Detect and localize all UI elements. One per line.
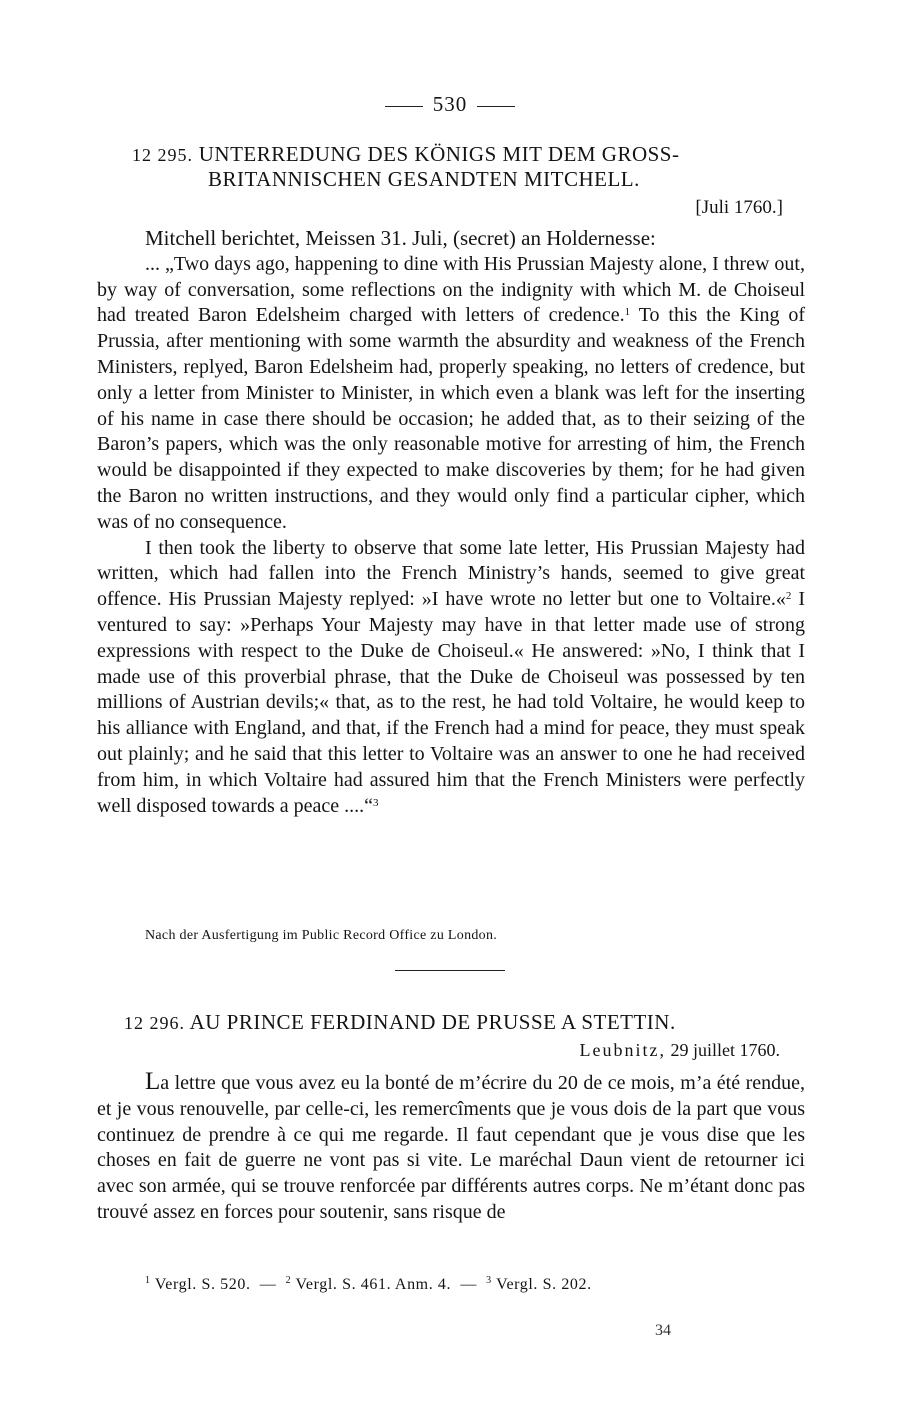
section2-body [97, 1069, 805, 1226]
footnote-ref-3: 3 [373, 796, 379, 809]
footnote-3-text: Vergl. S. 202. [496, 1276, 592, 1293]
section1-number: 12 295. [132, 145, 193, 165]
footnote-1-text: Vergl. S. 520. [154, 1276, 251, 1293]
footnote-2-text: Vergl. S. 461. Anm. 4. [295, 1276, 452, 1293]
section2-paragraph-1: La lettre que vous avez eu la bonté de m’écrire du 20 de ce mois, m’a été rendue, et je vous renouvelle, par celle-ci, les remercîments que je vous dois de la part que vous continuez de prendre à ce qui me regarde. Il faut cependant que je vous dise que les choses en fait de guerre ne vont pas si vite. Le maréchal Daun vient de retourner ici avec son armée, qui se trouve renforcée par différents autres corps. Ne m’étant donc pas trouvé assez en forces pour soutenir, sans risque de [97, 1068, 805, 1223]
section2-title: AU PRINCE FERDINAND DE PRUSSE A STETTIN. [189, 1010, 676, 1034]
printer-signature-mark: 34 [655, 1322, 671, 1339]
section2-date: 29 juillet 1760. [670, 1040, 780, 1060]
page-number-rule-left [385, 106, 423, 107]
section2-initial: L [145, 1068, 161, 1095]
section1-body [97, 226, 805, 819]
section1-paragraph-1: ... „Two days ago, happening to dine with His Prussian Majesty alone, I threw out, by way of conversation, some reflections on the indignity with which M. de Choiseul had treated Baron Edelsheim charged with letters of credence.$^1$ To this the King of Prussia, after mentioning with some warmth the absurdity and weakness of the French Ministers, replyed, Baron Edelsheim had, properly speaking, no letters of credence, but only a letter from Minister to Minister, in which even a blank was left for the inserting of his name in case there should be occasion; he added that, as to their seizing of the Baron’s papers, which was the only reasonable motive for arresting of him, the French would be disappointed if they expected to make discoveries by them; for he had given the Baron no written instructions, and they would only find a particular cipher, which was of no consequence. [97, 252, 806, 533]
footnote-separator: — [259, 1276, 277, 1293]
footnote-3-number: 3 [486, 1275, 492, 1286]
page-number-text: 530 [432, 92, 468, 116]
source-note: Nach der Ausfertigung im Public Record Office zu London. [145, 928, 498, 943]
footnote-ref-1: 1 [624, 306, 631, 319]
section2-number: 12 296. [124, 1013, 185, 1033]
section-divider [395, 970, 505, 971]
section2-heading [124, 1009, 676, 1036]
section1-paragraph-2: I then took the liberty to observe that some late letter, His Prussian Majesty had written, which had fallen into the French Ministry’s hands, seemed to give great offence. His Prussian Majesty replyed: »I have wrote no letter but one to Voltaire.«$^2$ I ventured to say: »Perhaps Your Majesty may have in that letter made use of strong expressions with respect to the Duke de Choiseul.« He answered: »No, I think that I made use of this proverbial phrase, that the Duke de Choiseul was possessed by ten millions of Austrian devils;« that, as to the rest, he had told Voltaire, he would keep to his alliance with England, and that, if the French had a mind for peace, they must speak out plainly; and he said that this letter to Voltaire was an answer to one he had received from him, in which Voltaire had assured him that the French Ministers were perfectly well disposed towards a peace ....“$^3$ [97, 536, 805, 817]
section1-title-line1: UNTERREDUNG DES KÖNIGS MIT DEM GROSS- [198, 142, 680, 166]
section2-place: Leubnitz, [579, 1040, 666, 1060]
section1-heading-line2 [208, 166, 640, 192]
section1-title-line2: BRITANNISCHEN GESANDTEN MITCHELL. [208, 167, 640, 191]
section1-date: [Juli 1760.] [695, 197, 783, 218]
section1-heading-line1 [132, 141, 679, 168]
section2-place-date [580, 1040, 780, 1061]
footnote-separator: — [460, 1276, 477, 1293]
footnote-2-number: 2 [285, 1275, 292, 1286]
footnote-ref-2: 2 [785, 590, 792, 603]
footnote-1-number: 1 [145, 1275, 151, 1286]
page-number [0, 92, 900, 117]
section1-intro: Mitchell berichtet, Meissen 31. Juli, (secret) an Holdernesse: [145, 226, 656, 250]
page-number-rule-right [477, 106, 515, 107]
footnotes [145, 1276, 592, 1294]
